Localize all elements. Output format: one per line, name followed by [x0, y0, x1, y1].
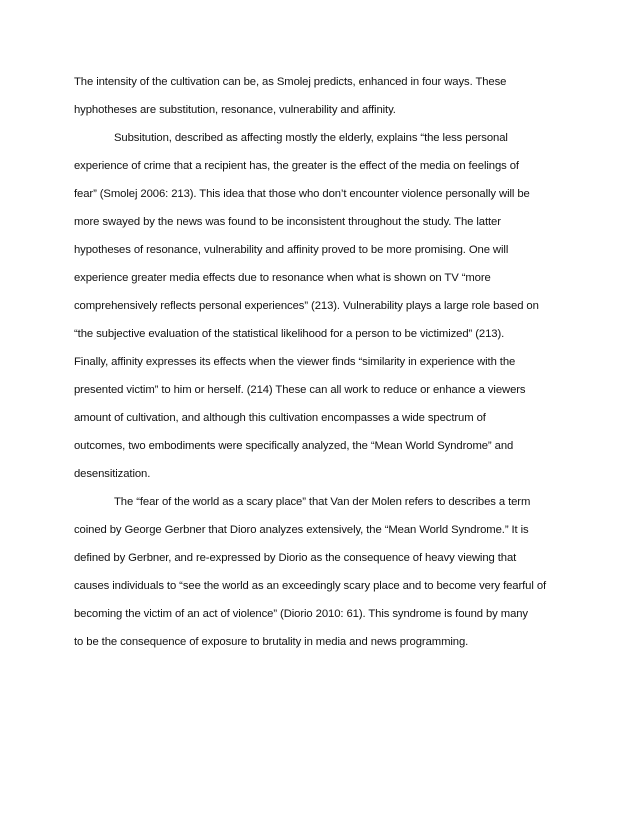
text-line: becoming the victim of an act of violence” (Diorio 2010: 61). This syndrome is found by many	[74, 608, 528, 620]
text-line: amount of cultivation, and although this cultivation encompasses a wide spectrum of	[74, 412, 486, 424]
text-line: hypotheses of resonance, vulnerability and affinity proved to be more promising. One will	[74, 244, 509, 256]
text-line: experience of crime that a recipient has, the greater is the effect of the media on feelings of	[74, 160, 519, 172]
text-line: Finally, affinity expresses its effects when the viewer finds “similarity in experience with the	[74, 356, 516, 368]
text-line: to be the consequence of exposure to brutality in media and news programming.	[74, 636, 469, 648]
text-line: coined by George Gerbner that Dioro analyzes extensively, the “Mean World Syndrome.” It is	[74, 524, 529, 536]
text-line: comprehensively reflects personal experiences” (213). Vulnerability plays a large role based on	[74, 300, 539, 312]
text-line: fear” (Smolej 2006: 213). This idea that those who don’t encounter violence personally will be	[74, 188, 530, 200]
text-line: The intensity of the cultivation can be, as Smolej predicts, enhanced in four ways. These	[74, 76, 507, 88]
text-line: outcomes, two embodiments were specifically analyzed, the “Mean World Syndrome” and	[74, 440, 514, 452]
text-line: causes individuals to “see the world as an exceedingly scary place and to become very fearful of	[74, 580, 547, 592]
text-line: experience greater media effects due to resonance when what is shown on TV “more	[74, 272, 491, 284]
text-line: Subsitution, described as affecting mostly the elderly, explains “the less personal	[114, 132, 508, 144]
text-line: hyphotheses are substitution, resonance, vulnerability and affinity.	[74, 104, 396, 116]
text-line: presented victim” to him or herself. (214) These can all work to reduce or enhance a viewers	[74, 384, 526, 396]
text-line: more swayed by the news was found to be inconsistent throughout the study. The latter	[74, 216, 501, 228]
text-line: desensitization.	[74, 468, 151, 480]
text-line: defined by Gerbner, and re-expressed by Diorio as the consequence of heavy viewing that	[74, 552, 517, 564]
text-line: “the subjective evaluation of the statistical likelihood for a person to be victimized” (213).	[74, 328, 505, 340]
text-line: The “fear of the world as a scary place” that Van der Molen refers to describes a term	[114, 496, 531, 508]
